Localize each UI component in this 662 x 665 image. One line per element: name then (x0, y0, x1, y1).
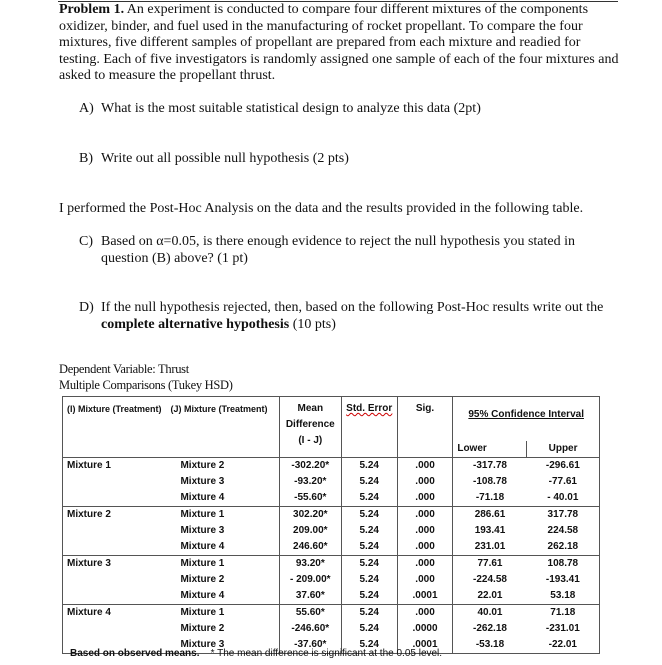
table-row (63, 588, 600, 605)
cell-ci-lower: 77.61 (453, 555, 527, 572)
cell-i-mixture (63, 539, 167, 556)
table-footnote (70, 648, 442, 659)
header-text: Mean (297, 403, 324, 414)
table-row (63, 572, 600, 588)
table-row (63, 457, 600, 474)
cell-ci-upper: 71.18 (527, 604, 600, 621)
question-tail: (10 pts) (289, 316, 336, 332)
footnote-significance: * The mean difference is significant at the 0.05 level. (210, 648, 443, 659)
cell-j-mixture: Mixture 3 (180, 475, 225, 487)
cell-ci-lower: 286.61 (453, 506, 527, 523)
header-upper: Upper (527, 441, 600, 458)
cell-ci-lower: -108.78 (453, 474, 527, 490)
question-text: Based on α=0.05, is there enough evidence to reject the null hypothesis you stated in question (B) above? (1 pt) (101, 234, 576, 266)
header-std-error (341, 397, 397, 458)
table-row (63, 621, 600, 637)
intro-text: I performed the Post-Hoc Analysis on the data and the results provided in the following table. (59, 201, 584, 216)
tukey-table (62, 396, 600, 654)
problem-text: An experiment is conducted to compare four different mixtures of the components oxidizer, binder, and fuel used in the manufacturing of rocket propellant. To compare the four mixtures, five different samples of propellant are prepared from each mixture and readied for testing. Each of five investigators is randomly assigned one sample of each of the four mixtures and asked to measure the propellant thrust. (59, 2, 619, 83)
cell-j-mixture: Mixture 4 (180, 589, 225, 601)
cell-std-error: 5.24 (341, 604, 397, 621)
cell-std-error: 5.24 (341, 490, 397, 507)
table-row (63, 555, 600, 572)
cell-ci-upper: -231.01 (545, 622, 580, 634)
cell-std-error: 5.24 (341, 539, 397, 556)
cell-j-mixture: Mixture 2 (166, 457, 279, 474)
cell-std-error: 5.24 (341, 621, 397, 637)
cell-mean-difference: -302.20* (279, 457, 341, 474)
cell-mean-difference: 37.60* (279, 588, 341, 605)
cell-mean-difference: 55.60* (279, 604, 341, 621)
problem-label: Problem 1. (59, 2, 125, 17)
cell-ci-upper: - 40.01 (547, 491, 579, 503)
footnote-based: Based on observed means. (70, 648, 200, 659)
cell-j-mixture: Mixture 1 (166, 506, 279, 523)
cell-ci-lower: -71.18 (453, 490, 527, 507)
cell-ci-upper: 262.18 (547, 540, 579, 552)
cell-ci-upper: -22.01 (548, 638, 577, 650)
table-caption-title: Multiple Comparisons (Tukey HSD) (59, 378, 233, 392)
table-row (63, 539, 600, 556)
cell-ci-lower: 40.01 (453, 604, 527, 621)
question-text: Write out all possible null hypothesis (2 pts) (101, 151, 349, 166)
cell-i-mixture: Mixture 2 (63, 506, 167, 523)
cell-ci-lower: -262.18 (453, 621, 527, 637)
cell-sig: .000 (397, 555, 453, 572)
table-row (63, 604, 600, 621)
question-label: A) (79, 101, 94, 116)
cell-std-error: 5.24 (341, 457, 397, 474)
cell-ci-lower: -317.78 (453, 457, 527, 474)
header-text: (I - J) (298, 435, 323, 446)
cell-j-mixture: Mixture 4 (180, 540, 225, 552)
cell-i-mixture: Mixture 3 (63, 555, 167, 572)
cell-j-mixture: Mixture 2 (180, 622, 225, 634)
cell-mean-difference: -37.60* (279, 637, 341, 654)
header-lower: Lower (453, 441, 527, 458)
cell-mean-difference: 302.20* (279, 506, 341, 523)
cell-sig: .000 (397, 523, 453, 539)
header-spacer (63, 441, 167, 458)
cell-mean-difference: -246.60* (279, 621, 341, 637)
cell-std-error: 5.24 (341, 474, 397, 490)
cell-sig: .0001 (397, 588, 453, 605)
header-spacer (166, 441, 279, 458)
question-b (79, 151, 619, 168)
cell-ci-lower: 231.01 (453, 539, 527, 556)
question-text: What is the most suitable statistical design to analyze this data (2pt) (101, 101, 481, 116)
cell-j-mixture: Mixture 2 (180, 573, 225, 585)
cell-sig: .000 (397, 457, 453, 474)
question-text: If the null hypothesis rejected, then, based on the following Post-Hoc results write out the (101, 300, 604, 315)
cell-j-mixture: Mixture 3 (180, 524, 225, 536)
table-row (63, 474, 600, 490)
cell-ci-upper: 317.78 (527, 506, 600, 523)
cell-ci-lower: 22.01 (453, 588, 527, 605)
cell-mean-difference: 246.60* (279, 539, 341, 556)
cell-i-mixture (63, 621, 167, 637)
cell-ci-lower: -53.18 (453, 637, 527, 654)
question-label: D) (79, 300, 94, 315)
cell-j-mixture: Mixture 3 (180, 638, 225, 650)
cell-ci-upper: -77.61 (548, 475, 577, 487)
cell-std-error: 5.24 (341, 588, 397, 605)
cell-std-error: 5.24 (341, 572, 397, 588)
header-ci (453, 397, 600, 441)
cell-sig: .000 (397, 490, 453, 507)
question-label: B) (79, 151, 93, 166)
cell-sig: .000 (397, 474, 453, 490)
problem-statement (59, 2, 619, 85)
cell-i-mixture: Mixture 1 (63, 457, 167, 474)
question-c (79, 234, 621, 267)
question-bold-text: complete alternative hypothesis (101, 316, 290, 332)
cell-ci-upper: -193.41 (545, 573, 580, 585)
cell-sig: .000 (397, 506, 453, 523)
cell-j-mixture: Mixture 1 (166, 604, 279, 621)
cell-ci-upper: 224.58 (547, 524, 579, 536)
question-d (79, 300, 621, 333)
header-i: (I) Mixture (Treatment) (67, 404, 162, 414)
cell-i-mixture (63, 588, 167, 605)
cell-i-mixture (63, 474, 167, 490)
cell-mean-difference: -93.20* (279, 474, 341, 490)
cell-j-mixture: Mixture 1 (166, 555, 279, 572)
cell-i-mixture: Mixture 4 (63, 604, 167, 621)
table-row (63, 506, 600, 523)
cell-mean-difference: 93.20* (279, 555, 341, 572)
cell-i-mixture (63, 523, 167, 539)
table-row (63, 490, 600, 507)
cell-j-mixture: Mixture 4 (180, 491, 225, 503)
cell-sig: .000 (397, 604, 453, 621)
cell-ci-upper: 53.18 (550, 589, 576, 601)
cell-sig: .0000 (397, 621, 453, 637)
cell-ci-upper: -296.61 (527, 457, 600, 474)
cell-sig: .000 (397, 539, 453, 556)
cell-ci-lower: 193.41 (453, 523, 527, 539)
header-text: Difference (285, 419, 335, 430)
cell-ci-upper: 108.78 (527, 555, 600, 572)
table-row (63, 523, 600, 539)
header-j: (J) Mixture (Treatment) (170, 404, 268, 414)
cell-ci-lower: -224.58 (453, 572, 527, 588)
cell-mean-difference: - 209.00* (279, 572, 341, 588)
cell-mean-difference: -55.60* (279, 490, 341, 507)
cell-sig: .000 (397, 572, 453, 588)
cell-std-error: 5.24 (341, 637, 397, 654)
cell-i-mixture (63, 490, 167, 507)
cell-i-mixture (63, 572, 167, 588)
header-mean-diff (279, 397, 341, 458)
cell-std-error: 5.24 (341, 506, 397, 523)
question-a (79, 101, 619, 118)
cell-std-error: 5.24 (341, 555, 397, 572)
header-text: Std. Error (346, 403, 393, 414)
question-label: C) (79, 234, 93, 249)
cell-mean-difference: 209.00* (279, 523, 341, 539)
cell-sig: .0001 (397, 637, 453, 654)
header-text: 95% Confidence Interval (468, 409, 584, 420)
table-caption-variable: Dependent Variable: Thrust (59, 362, 189, 376)
header-sig: Sig. (397, 397, 453, 458)
cell-std-error: 5.24 (341, 523, 397, 539)
